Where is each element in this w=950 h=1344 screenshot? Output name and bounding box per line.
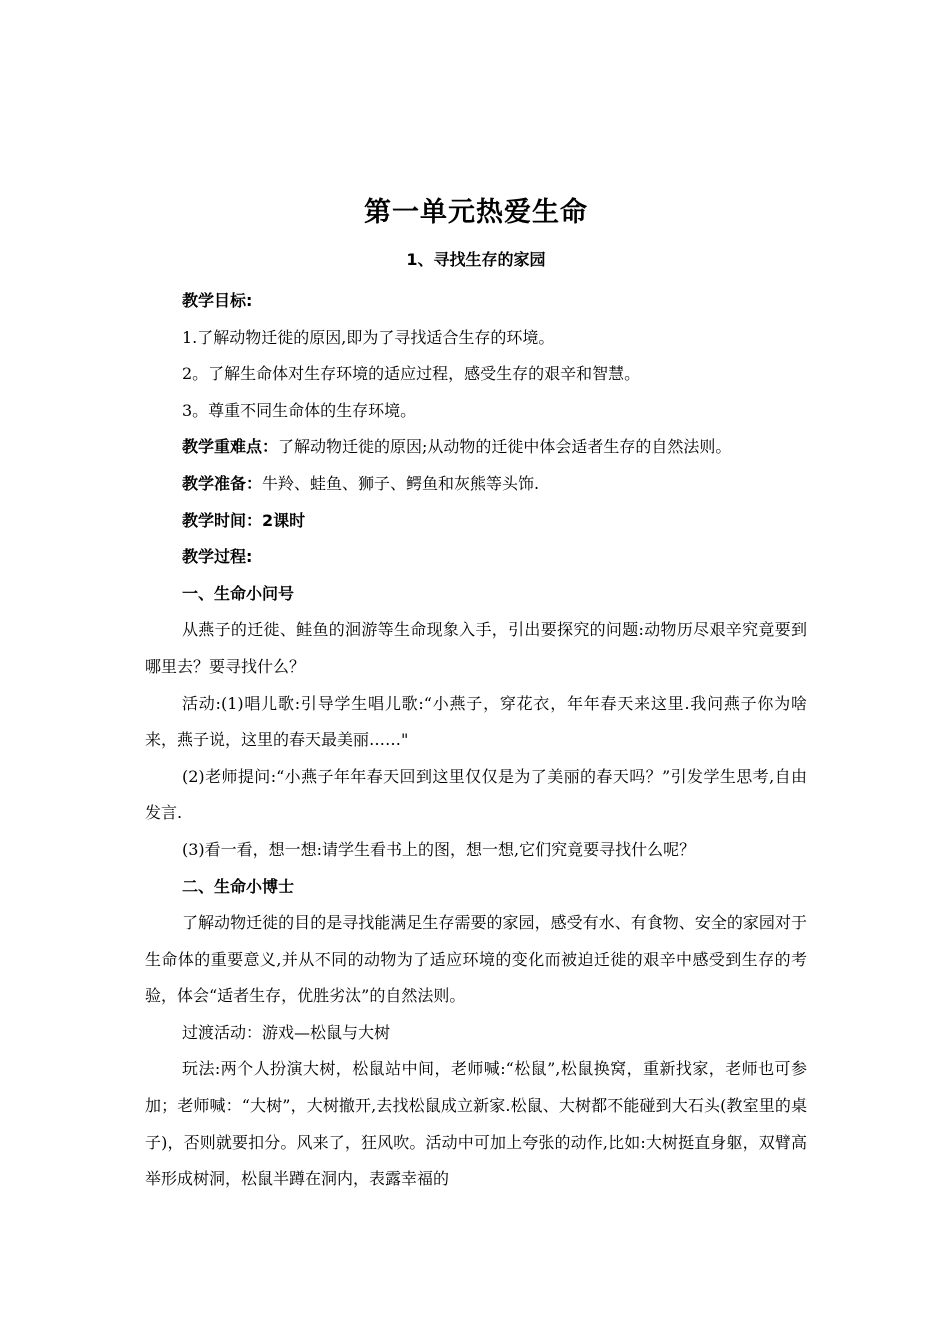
section-1-heading-text: 一、生命小问号 xyxy=(182,583,295,603)
time-paragraph xyxy=(145,503,807,540)
section-1-heading xyxy=(145,576,807,613)
prep-text: 牛羚、蛙鱼、狮子、鳄鱼和灰熊等头饰. xyxy=(262,473,540,493)
keypoints-paragraph xyxy=(145,429,807,466)
section-2-paragraph-2: 过渡活动：游戏—松鼠与大树 xyxy=(182,1022,391,1042)
process-label: 教学过程: xyxy=(182,547,253,567)
section-1-paragraph-2: 活动:(1)唱儿歌:引导学生唱儿歌:“小燕子，穿花衣，年年春天来这里.我问燕子你为啥来，燕子说，这里的春天最美丽……" xyxy=(145,693,807,750)
goals-heading xyxy=(145,283,807,320)
section-2-paragraph-3: 玩法:两个人扮演大树，松鼠站中间，老师喊:“松鼠”,松鼠换窝，重新找家，老师也可参加；老师喊：“大树”，大树撤开,去找松鼠成立新家.松鼠、大树都不能碰到大石头(教室里的桌子)，否则就要扣分。风来了，狂风吹。活动中可加上夸张的动作,比如:大树挺直身躯，双臂高举形成树洞，松鼠半蹲在洞内，表露幸福的 xyxy=(145,1059,807,1189)
document-body xyxy=(145,193,807,1198)
prep-label: 教学准备： xyxy=(182,473,263,493)
goal-item-1: 1.了解动物迁徙的原因,即为了寻找适合生存的环境。 xyxy=(182,327,555,347)
section-2-heading xyxy=(145,869,807,906)
section-2-heading-text: 二、生命小博士 xyxy=(182,876,295,896)
prep-paragraph xyxy=(145,466,807,503)
goals-heading-label: 教学目标: xyxy=(182,291,253,310)
process-paragraph xyxy=(145,539,807,576)
unit-title: 第一单元热爱生命 xyxy=(364,197,588,228)
keypoints-text: 了解动物迁徙的原因;从动物的迁徙中体会适者生存的自然法则。 xyxy=(278,437,732,457)
section-1-paragraph-4: (3)看一看，想一想:请学生看书上的图，想一想,它们究竟要寻找什么呢？ xyxy=(182,839,696,859)
goal-item-3: 3。尊重不同生命体的生存环境。 xyxy=(182,400,417,420)
lesson-title: 1、寻找生存的家园 xyxy=(406,250,546,269)
keypoints-label: 教学重难点： xyxy=(182,437,279,457)
section-1-paragraph-1: 从燕子的迁徙、鲑鱼的洄游等生命现象入手，引出要探究的问题:动物历尽艰辛究竟要到哪里去？要寻找什么？ xyxy=(145,620,807,676)
section-1-paragraph-3: (2)老师提问:“小燕子年年春天回到这里仅仅是为了美丽的春天吗？”引发学生思考,自由发言. xyxy=(145,766,807,823)
goal-item-2: 2。了解生命体对生存环境的适应过程，感受生存的艰辛和智慧。 xyxy=(182,364,641,384)
time-label: 教学时间：2课时 xyxy=(182,510,306,530)
section-2-paragraph-1: 了解动物迁徙的目的是寻找能满足生存需要的家园，感受有水、有食物、安全的家园对于生命体的重要意义,并从不同的动物为了适应环境的变化而被迫迁徙的艰辛中感受到生存的考验，体会“适者生存，优胜劣汰”的自然法则。 xyxy=(145,913,807,1006)
